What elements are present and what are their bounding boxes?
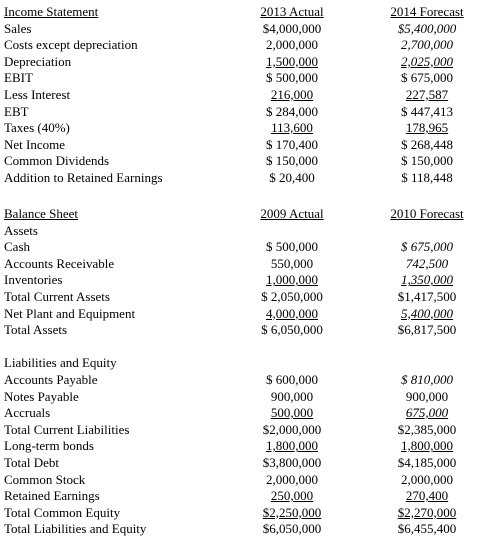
actual-value: 550,000 <box>270 255 314 271</box>
forecast-value: $2,270,000 <box>397 504 457 520</box>
forecast-value: 2,025,000 <box>401 53 453 69</box>
forecast-value: $4,185,000 <box>397 454 457 470</box>
row-label: Total Debt <box>4 454 60 470</box>
row-label: Costs except depreciation <box>4 37 138 53</box>
actual-value: $6,050,000 <box>262 521 322 537</box>
forecast-value: $ 675,000 <box>401 70 453 86</box>
income-row <box>4 87 480 104</box>
forecast-value: $6,455,400 <box>397 521 457 537</box>
liability-row <box>4 488 480 505</box>
income-row <box>4 70 480 87</box>
actual-value: $ 500,000 <box>266 70 318 86</box>
assets-header: Assets <box>4 222 38 238</box>
row-label: Long-term bonds <box>4 438 94 454</box>
liability-row <box>4 422 480 439</box>
row-label: Common Dividends <box>4 153 110 169</box>
forecast-value: 1,350,000 <box>401 272 453 288</box>
row-label: Cash <box>4 239 30 255</box>
forecast-value: 1,800,000 <box>401 438 453 454</box>
liability-row <box>4 472 480 489</box>
row-label: Accounts Payable <box>4 371 98 387</box>
section-spacer <box>4 347 480 356</box>
row-label: Depreciation <box>4 53 72 69</box>
actual-value: $ 2,050,000 <box>261 288 323 304</box>
forecast-value: 2,700,000 <box>401 37 453 53</box>
row-label: Notes Payable <box>4 388 79 404</box>
actual-value: $ 20,400 <box>269 169 315 185</box>
actual-value: 4,000,000 <box>266 305 318 321</box>
asset-row <box>4 256 480 273</box>
liabilities-header-row <box>4 355 480 372</box>
asset-row <box>4 306 480 323</box>
actual-value: 113,600 <box>271 120 313 136</box>
row-label: Net Plant and Equipment <box>4 305 136 321</box>
forecast-value: $ 118,448 <box>401 169 453 185</box>
forecast-value: $1,417,500 <box>397 288 457 304</box>
actual-value: 250,000 <box>270 488 314 504</box>
forecast-value: 227,587 <box>405 86 449 102</box>
asset-row <box>4 239 480 256</box>
income-row <box>4 37 480 54</box>
section-spacer <box>4 339 480 347</box>
income-row <box>4 170 480 187</box>
actual-value: $2,250,000 <box>262 504 322 520</box>
liability-row <box>4 505 480 522</box>
row-label: Total Assets <box>4 322 68 338</box>
row-label: Total Liabilities and Equity <box>4 521 147 537</box>
actual-value: $ 6,050,000 <box>261 322 323 338</box>
forecast-value: $2,385,000 <box>397 421 457 437</box>
actual-value: $ 600,000 <box>266 371 318 387</box>
actual-value: 216,000 <box>270 86 314 102</box>
row-label: Taxes (40%) <box>4 120 70 136</box>
row-label: Addition to Retained Earnings <box>4 169 163 185</box>
row-label: Net Income <box>4 136 66 152</box>
row-label: Inventories <box>4 272 63 288</box>
row-label: Accruals <box>4 405 51 421</box>
actual-value: 1,000,000 <box>266 272 318 288</box>
forecast-value: 2,000,000 <box>401 471 453 487</box>
row-label: Sales <box>4 20 32 36</box>
forecast-value: $6,817,500 <box>397 322 457 338</box>
actual-value: $4,000,000 <box>262 20 322 36</box>
row-label: Total Current Assets <box>4 288 110 304</box>
forecast-value: $ 675,000 <box>401 239 453 255</box>
row-label: Retained Earnings <box>4 488 100 504</box>
income-header-row <box>4 4 480 21</box>
actual-value: 1,800,000 <box>266 438 318 454</box>
forecast-value: $ 810,000 <box>401 371 453 387</box>
assets-header-row <box>4 223 480 240</box>
balance-sheet <box>4 206 480 538</box>
liability-row <box>4 372 480 389</box>
liability-row <box>4 389 480 406</box>
forecast-value: 900,000 <box>405 388 449 404</box>
actual-value: $ 284,000 <box>266 103 318 119</box>
forecast-value: 178,965 <box>405 120 449 136</box>
row-label: EBIT <box>4 70 33 86</box>
income-row <box>4 21 480 38</box>
asset-row <box>4 272 480 289</box>
balance-header-row <box>4 206 480 223</box>
liabilities-header: Liabilities and Equity <box>4 355 117 371</box>
liability-row <box>4 438 480 455</box>
income-row <box>4 137 480 154</box>
balance-sheet-title: Balance Sheet <box>4 206 78 221</box>
income-row <box>4 120 480 137</box>
row-label: Accounts Receivable <box>4 255 115 271</box>
forecast-value: 742,500 <box>405 255 449 271</box>
income-statement-title: Income Statement <box>4 4 99 19</box>
actual-value: 500,000 <box>270 405 314 421</box>
income-row <box>4 104 480 121</box>
row-label: Total Common Equity <box>4 504 121 520</box>
income-col2-header: 2014 Forecast <box>390 4 464 19</box>
actual-value: 2,000,000 <box>266 471 318 487</box>
actual-value: 900,000 <box>270 388 314 404</box>
actual-value: $ 500,000 <box>266 239 318 255</box>
row-label: EBT <box>4 103 29 119</box>
liability-row <box>4 521 480 538</box>
forecast-value: $ 150,000 <box>401 153 453 169</box>
forecast-value: $ 268,448 <box>401 136 453 152</box>
forecast-value: $ 447,413 <box>401 103 453 119</box>
income-row <box>4 153 480 170</box>
forecast-value: 5,400,000 <box>401 305 453 321</box>
actual-value: $ 170,400 <box>266 136 318 152</box>
liability-row <box>4 455 480 472</box>
asset-row <box>4 322 480 339</box>
row-label: Total Current Liabilities <box>4 421 130 437</box>
income-row <box>4 54 480 71</box>
row-label: Common Stock <box>4 471 86 487</box>
actual-value: $2,000,000 <box>262 421 322 437</box>
forecast-value: 270,400 <box>405 488 449 504</box>
liability-row <box>4 405 480 422</box>
forecast-value: 675,000 <box>405 405 449 421</box>
income-statement <box>4 4 480 187</box>
asset-row <box>4 289 480 306</box>
balance-col2-header: 2010 Forecast <box>390 206 464 221</box>
income-col1-header: 2013 Actual <box>260 4 324 19</box>
actual-value: 1,500,000 <box>266 53 318 69</box>
balance-col1-header: 2009 Actual <box>260 206 324 221</box>
forecast-value: $5,400,000 <box>397 20 457 36</box>
actual-value: 2,000,000 <box>266 37 318 53</box>
actual-value: $3,800,000 <box>262 454 322 470</box>
actual-value: $ 150,000 <box>266 153 318 169</box>
row-label: Less Interest <box>4 86 71 102</box>
